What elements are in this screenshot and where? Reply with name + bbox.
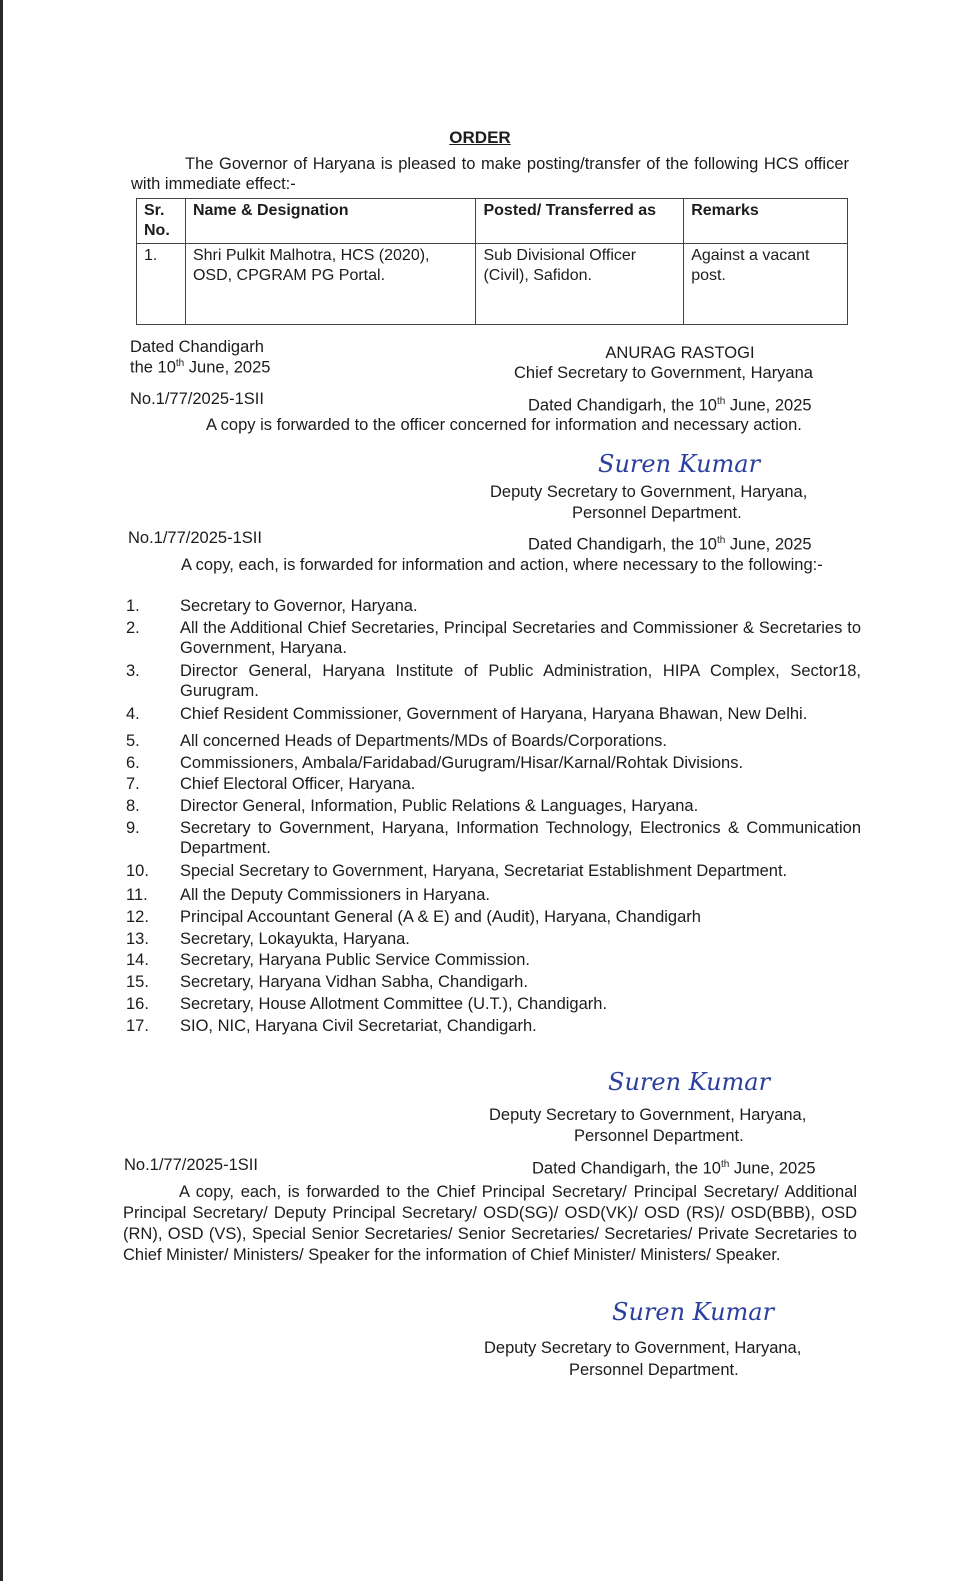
order-intro: The Governor of Haryana is pleased to make posting/transfer of the following HCS officer with immediate effect:-	[131, 155, 849, 193]
header-posted-as: Posted/ Transferred as	[476, 199, 684, 244]
header-sr-no: Sr. No.	[137, 199, 186, 244]
recipient-list	[126, 596, 861, 1038]
list-item: 8. Director General, Information, Public Relations & Languages, Haryana.	[126, 797, 699, 816]
endorsement2-sign-dept: Personnel Department.	[574, 1127, 744, 1145]
endorsement1-sign-dept: Personnel Department.	[572, 504, 742, 522]
endorsement2-number: No.1/77/2025-1SII	[128, 529, 262, 547]
endorsement3-number: No.1/77/2025-1SII	[124, 1156, 258, 1174]
list-item: 13. Secretary, Lokayukta, Haryana.	[126, 929, 410, 948]
list-item: 3. Director General, Haryana Institute of Public Administration, HIPA Complex, Sector18, Gurugram.	[126, 661, 861, 700]
endorsement3-text: A copy, each, is forwarded to the Chief Principal Secretary/ Principal Secretary/ Additional Principal Secretary/ Deputy Principal Secretary/ OSD(SG)/ OSD(VK)/ OSD (RS)/ OSD(BBB), OSD (RN), OSD (VS), Special Senior Secretaries/ Senior Secretaries/ Secretaries/ Private Secretaries to Chief Minister/ Ministers/ Speaker for the information of Chief Minister/ Ministers/ Speaker.	[123, 1183, 857, 1264]
endorsement1-sign-title: Deputy Secretary to Government, Haryana,	[490, 483, 808, 501]
list-item: 9. Secretary to Government, Haryana, Information Technology, Electronics & Communication Department.	[126, 818, 861, 857]
endorsement2-text: A copy, each, is forwarded for information and action, where necessary to the following:-	[181, 556, 823, 574]
cell-posted-as: Sub Divisional Officer (Civil), Safidon.	[476, 244, 684, 325]
endorsement3-sign-dept: Personnel Department.	[569, 1361, 739, 1379]
header-remarks: Remarks	[684, 199, 848, 244]
endorsement3-sign-title: Deputy Secretary to Government, Haryana,	[484, 1339, 802, 1357]
table-row	[137, 244, 848, 325]
list-item: 11. All the Deputy Commissioners in Haryana.	[126, 885, 490, 904]
cell-sr-no: 1.	[137, 244, 186, 325]
endorsement1-signature: Suren Kumar	[598, 450, 761, 478]
cell-name-designation: Shri Pulkit Malhotra, HCS (2020), OSD, CPGRAM PG Portal.	[185, 244, 476, 325]
cell-remarks: Against a vacant post.	[684, 244, 848, 325]
table-header-row	[137, 199, 848, 244]
endorsement1-number: No.1/77/2025-1SII	[130, 390, 264, 408]
endorsement2-sign-title: Deputy Secretary to Government, Haryana,	[489, 1106, 807, 1124]
chief-secretary-name: ANURAG RASTOGI	[605, 344, 755, 362]
list-item: 17. SIO, NIC, Haryana Civil Secretariat, Chandigarh.	[126, 1016, 537, 1035]
endorsement3-date: Dated Chandigarh, the 10th June, 2025	[532, 1159, 816, 1178]
list-item: 16. Secretary, House Allotment Committee (U.T.), Chandigarh.	[126, 994, 608, 1013]
order-dated-date: the 10th June, 2025	[130, 358, 271, 377]
list-item: 4. Chief Resident Commissioner, Government of Haryana, Haryana Bhawan, New Delhi.	[126, 704, 808, 723]
list-item: 15. Secretary, Haryana Vidhan Sabha, Chandigarh.	[126, 973, 528, 992]
list-item: 12. Principal Accountant General (A & E) and (Audit), Haryana, Chandigarh	[126, 907, 701, 926]
list-item: 10. Special Secretary to Government, Haryana, Secretariat Establishment Department.	[126, 861, 788, 880]
list-item: 1. Secretary to Governor, Haryana.	[126, 597, 418, 615]
list-item: 6. Commissioners, Ambala/Faridabad/Gurugram/Hisar/Karnal/Rohtak Divisions.	[126, 753, 744, 772]
endorsement2-date: Dated Chandigarh, the 10th June, 2025	[528, 535, 812, 554]
endorsement3-signature: Suren Kumar	[612, 1298, 775, 1326]
page-left-edge	[0, 0, 3, 1581]
list-item: 14. Secretary, Haryana Public Service Commission.	[126, 951, 530, 970]
order-dated-place: Dated Chandigarh	[130, 338, 264, 356]
chief-secretary-title: Chief Secretary to Government, Haryana	[514, 364, 813, 382]
order-title: ORDER	[449, 128, 511, 147]
list-item: 7. Chief Electoral Officer, Haryana.	[126, 775, 416, 794]
list-item: 5. All concerned Heads of Departments/MDs of Boards/Corporations.	[126, 731, 667, 750]
posting-table	[136, 198, 848, 325]
list-item: 2. All the Additional Chief Secretaries, Principal Secretaries and Commissioner & Secretaries to Government, Haryana.	[126, 618, 861, 657]
endorsement2-signature: Suren Kumar	[608, 1068, 771, 1096]
endorsement1-date: Dated Chandigarh, the 10th June, 2025	[528, 396, 812, 415]
header-name-designation: Name & Designation	[185, 199, 476, 244]
endorsement1-text: A copy is forwarded to the officer concerned for information and necessary action.	[206, 416, 802, 434]
